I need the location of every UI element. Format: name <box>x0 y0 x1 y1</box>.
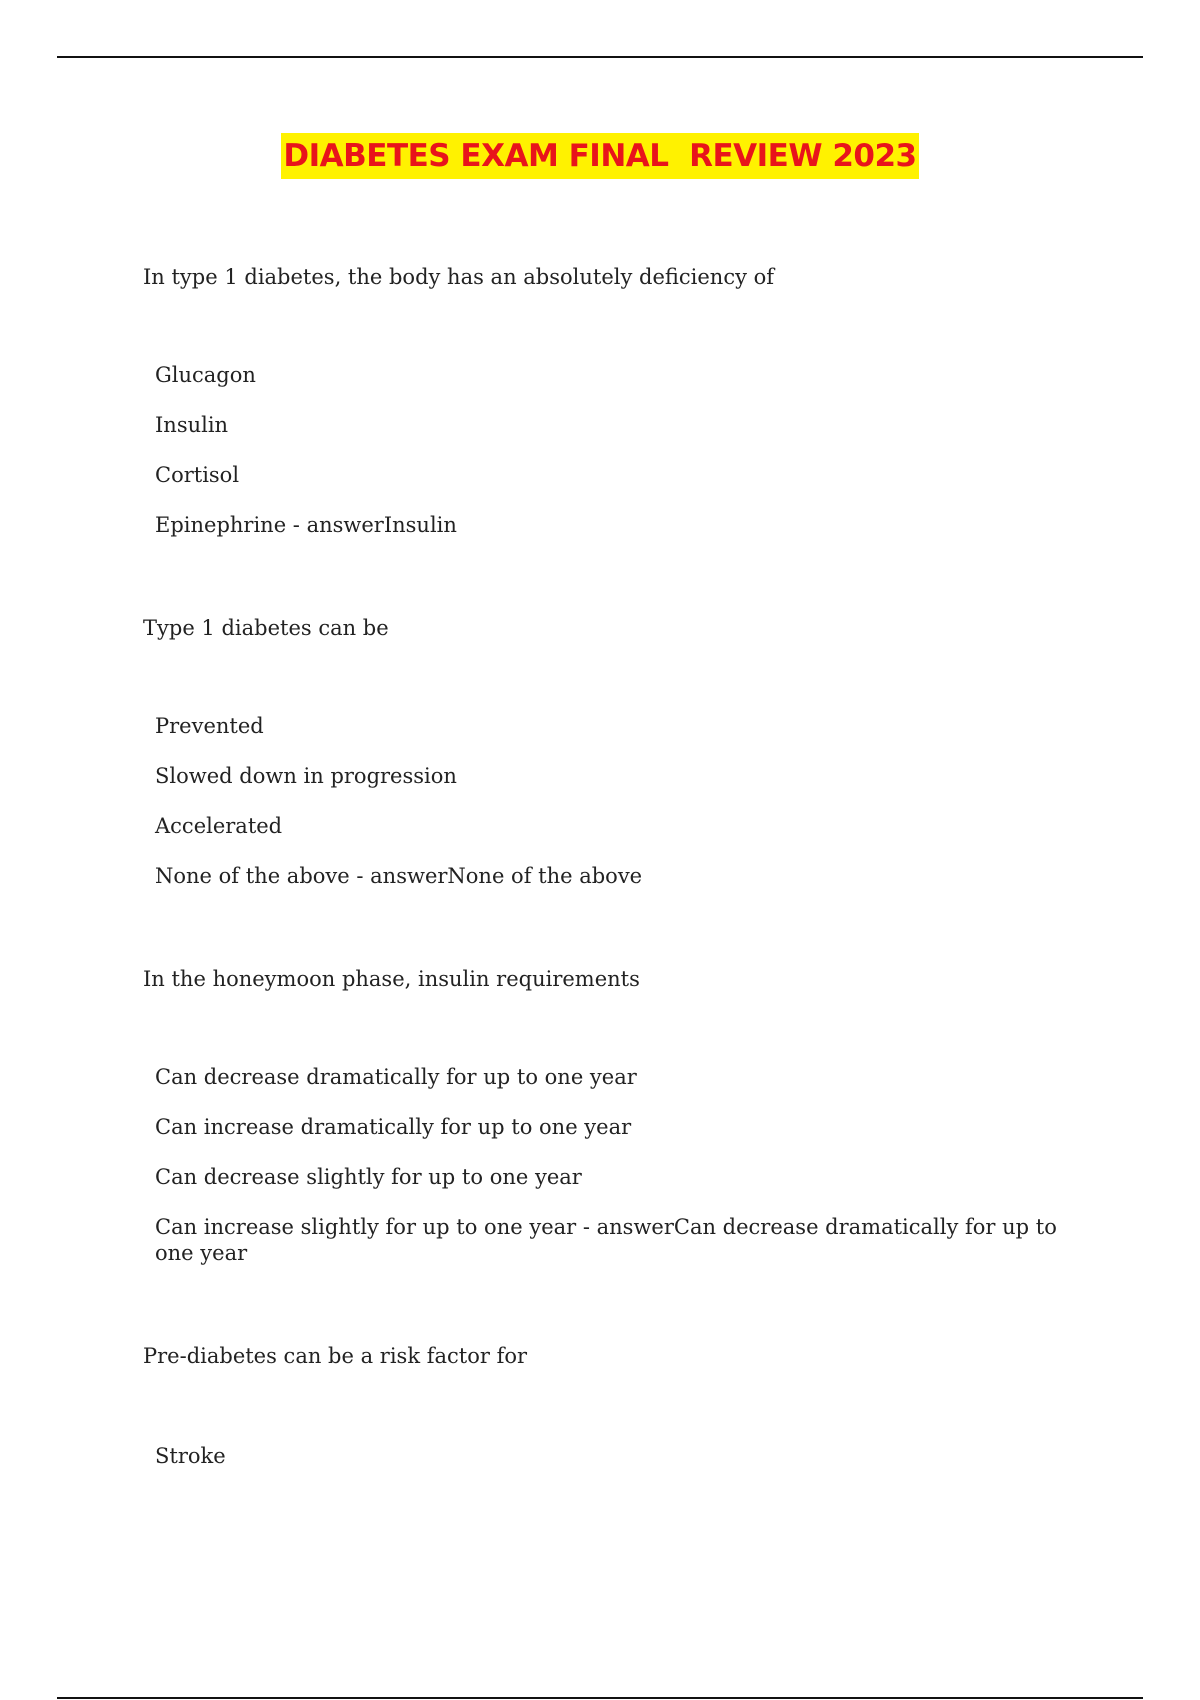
option-list <box>143 1443 1093 1469</box>
option-item: Can increase dramatically for up to one year <box>155 1115 632 1139</box>
option-item: Can decrease slightly for up to one year <box>155 1165 582 1189</box>
option-item: Prevented <box>155 714 264 738</box>
header-rule <box>57 56 1143 58</box>
option-item: Epinephrine - answerInsulin <box>155 513 457 537</box>
footer-rule <box>57 1697 1143 1699</box>
title-container <box>0 133 1200 179</box>
option-item: Slowed down in progression <box>155 764 457 788</box>
option-item: Can increase slightly for up to one year - answerCan decrease dramatically for up to one year <box>155 1215 1057 1265</box>
question-list <box>143 262 1093 1469</box>
question-text: In the honeymoon phase, insulin requirements <box>143 967 640 991</box>
question-block <box>143 1341 1093 1469</box>
option-item: Can decrease dramatically for up to one year <box>155 1065 637 1089</box>
option-item: Glucagon <box>155 363 256 387</box>
option-list <box>143 1064 1093 1266</box>
question-block <box>143 262 1093 538</box>
option-item: None of the above - answerNone of the above <box>155 864 643 888</box>
option-item: Stroke <box>155 1444 226 1468</box>
option-list <box>143 362 1093 538</box>
option-item: Accelerated <box>155 814 283 838</box>
option-item: Insulin <box>155 413 229 437</box>
question-text: Pre-diabetes can be a risk factor for <box>143 1344 528 1368</box>
question-text: In type 1 diabetes, the body has an absolutely deficiency of <box>143 265 775 289</box>
question-block <box>143 613 1093 889</box>
option-list <box>143 713 1093 889</box>
question-block <box>143 964 1093 1266</box>
question-text: Type 1 diabetes can be <box>143 616 389 640</box>
document-title: DIABETES EXAM FINAL REVIEW 2023 <box>281 133 918 179</box>
option-item: Cortisol <box>155 463 240 487</box>
